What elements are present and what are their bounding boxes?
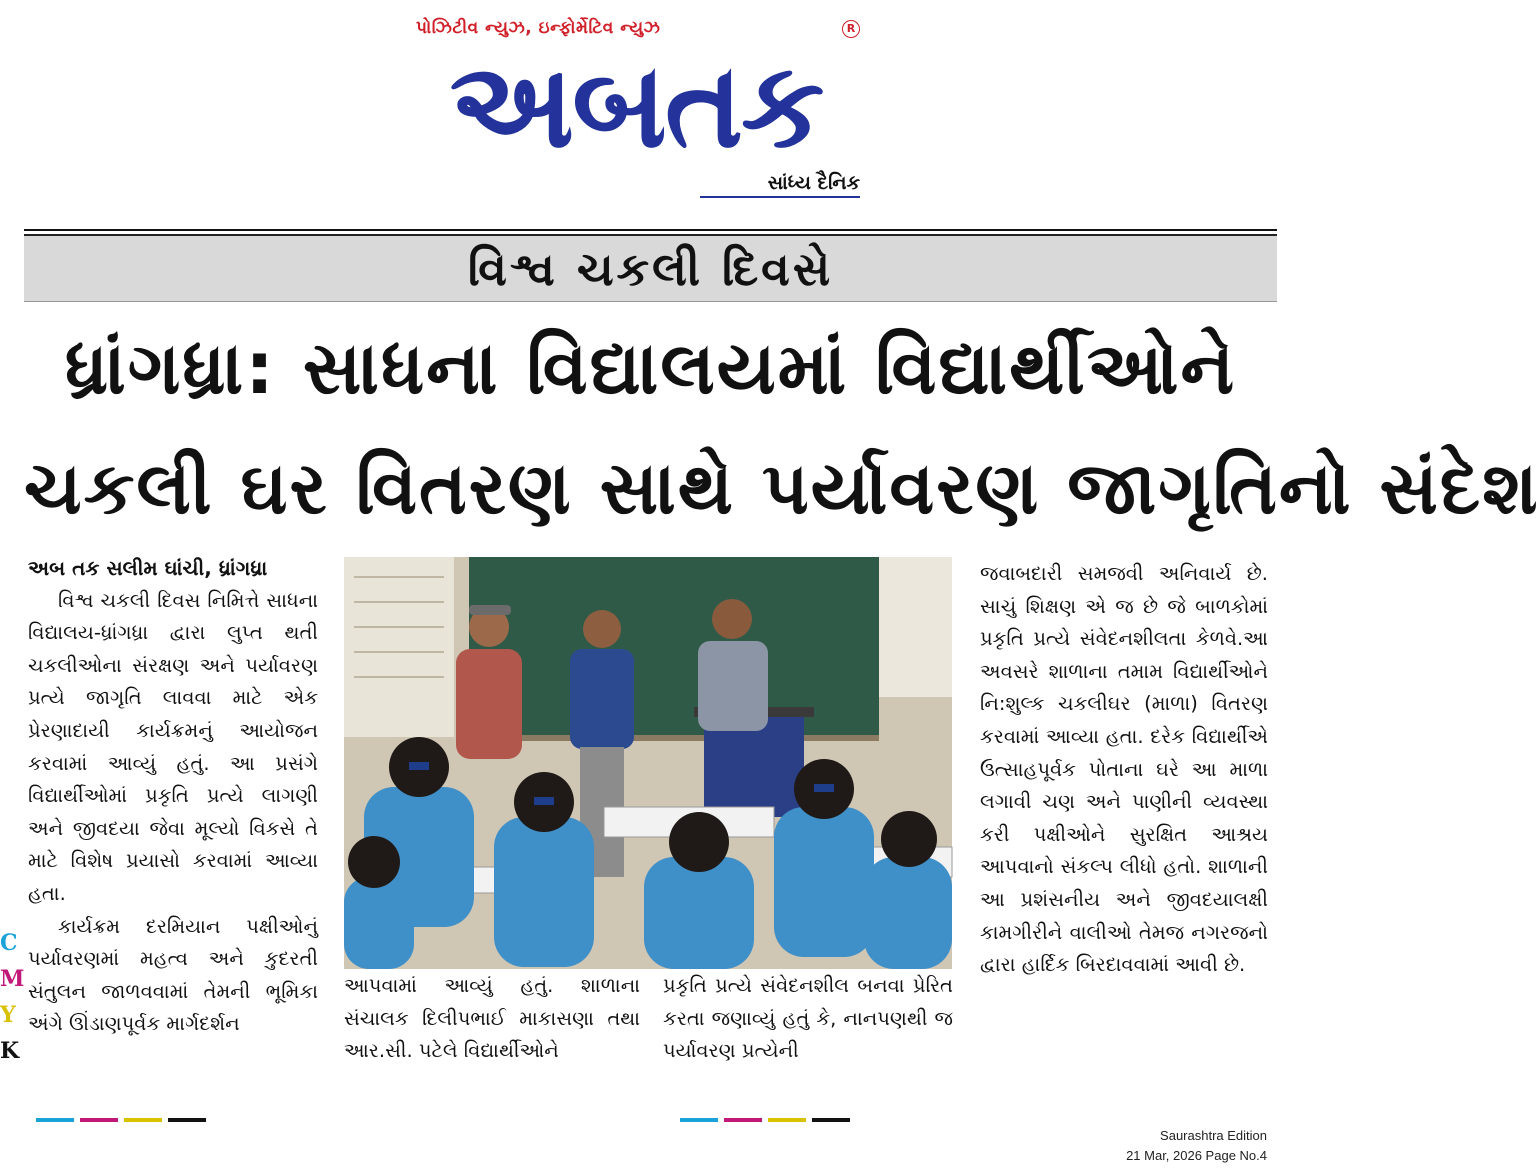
article-paragraph: આપવામાં આવ્યું હતું. શાળાના સંચાલક દિલીપભાઈ માકાસણા તથા આર.સી. પટેલે વિદ્યાર્થીઓને	[344, 974, 640, 1063]
article-paragraph: પ્રકૃતિ પ્રત્યે સંવેદનશીલ બનવા પ્રેરિત કરતા જણાવ્યું હતું કે, નાનપણથી જ પર્યાવરણ પ્રત્યેની	[663, 974, 953, 1063]
article-paragraph: કાર્યક્રમ દરમિયાન પક્ષીઓનું પર્યાવરણમાં મહત્વ અને કુદરતી સંતુલન જાળવવામાં તેમની ભૂમિકા અંગે ઊંડાણપૂર્વક માર્ગદર્શન	[28, 914, 318, 1036]
headline-line-2: ચકલી ઘર વિતરણ સાથે પર્યાવરણ જાગૃતિનો સંદેશ	[24, 446, 1540, 530]
registration-bar-cyan	[680, 1118, 718, 1122]
registration-bar-black	[812, 1118, 850, 1122]
margin-mark-y: Y	[0, 1002, 16, 1028]
classroom-photo-illustration	[344, 557, 952, 969]
registration-bar-yellow	[124, 1118, 162, 1122]
article-photo	[344, 557, 952, 969]
masthead-tagline: પોઝિટીવ ન્યુઝ, ઇન્ફોર્મેટિવ ન્યુઝ	[416, 18, 661, 38]
article-byline: અબ તક સલીમ ઘાંચી, ધ્રાંગધ્રા	[28, 556, 268, 580]
article-column-1	[28, 552, 318, 1041]
article-paragraph: વિશ્વ ચકલી દિવસ નિમિત્તે સાધના વિદ્યાલય-ધ્રાંગધ્રા દ્વારા લુપ્ત થતી ચકલીઓના સંરક્ષણ અને પર્યાવરણ પ્રત્યે જાગૃતિ લાવવા માટે એક પ્રેરણાદાયી કાર્યક્રમનું આયોજન કરવામાં આવ્યું હતું. આ પ્રસંગે વિદ્યાર્થીઓમાં પ્રકૃતિ પ્રત્યે લાગણી અને જીવદયા જેવા મૂલ્યો વિકસે તે માટે વિશેષ પ્રયાસો કરવામાં આવ્યા હતા.	[28, 588, 318, 905]
article-paragraph: જવાબદારી સમજવી અનિવાર્ય છે. સાચું શિક્ષણ એ જ છે જે બાળકોમાં પ્રકૃતિ પ્રત્યે સંવેદનશીલતા કેળવે.આ અવસરે શાળાના તમામ વિદ્યાર્થીઓને નિ:શુલ્ક ચકલીઘર (માળા) વિતરણ કરવામાં આવ્યા હતા. દરેક વિદ્યાર્થીએ ઉત્સાહપૂર્વક પોતાના ઘરે આ માળા લગાવી ચણ અને પાણીની વ્યવસ્થા કરી પક્ષીઓને સુરક્ષિત આશ્રય આપવાનો સંકલ્પ લીધો હતો. શાળાની આ પ્રશંસનીય અને જીવદયાલક્ષી કામગીરીને વાલીઓ તેમજ નગરજનો દ્વારા હાર્દિક બિરદાવવામાં આવી છે.	[980, 562, 1268, 977]
top-rule	[24, 229, 1277, 231]
registration-bar-cyan	[36, 1118, 74, 1122]
article-column-2	[344, 970, 640, 1068]
edition-type: સાંધ્ય દૈનિક	[700, 172, 860, 198]
article-column-4	[980, 558, 1268, 982]
footer-date-page: 21 Mar, 2026 Page No.4	[1126, 1148, 1267, 1163]
registered-mark: R	[842, 20, 860, 38]
kicker-band: વિશ્વ ચકલી દિવસે	[24, 234, 1277, 302]
margin-mark-m: M	[0, 966, 25, 992]
margin-mark-c: C	[0, 930, 18, 956]
headline-line-1: ધ્રાંગધ્રા: સાધના વિદ્યાલયમાં વિદ્યાર્થીઓને	[64, 326, 1237, 410]
margin-mark-k: K	[0, 1038, 20, 1064]
article-column-3	[663, 970, 953, 1068]
registration-bar-magenta	[80, 1118, 118, 1122]
registration-bar-black	[168, 1118, 206, 1122]
footer-edition: Saurashtra Edition	[1160, 1128, 1267, 1143]
newspaper-logo: અબતક	[449, 36, 823, 174]
registration-bar-magenta	[724, 1118, 762, 1122]
registration-bar-yellow	[768, 1118, 806, 1122]
